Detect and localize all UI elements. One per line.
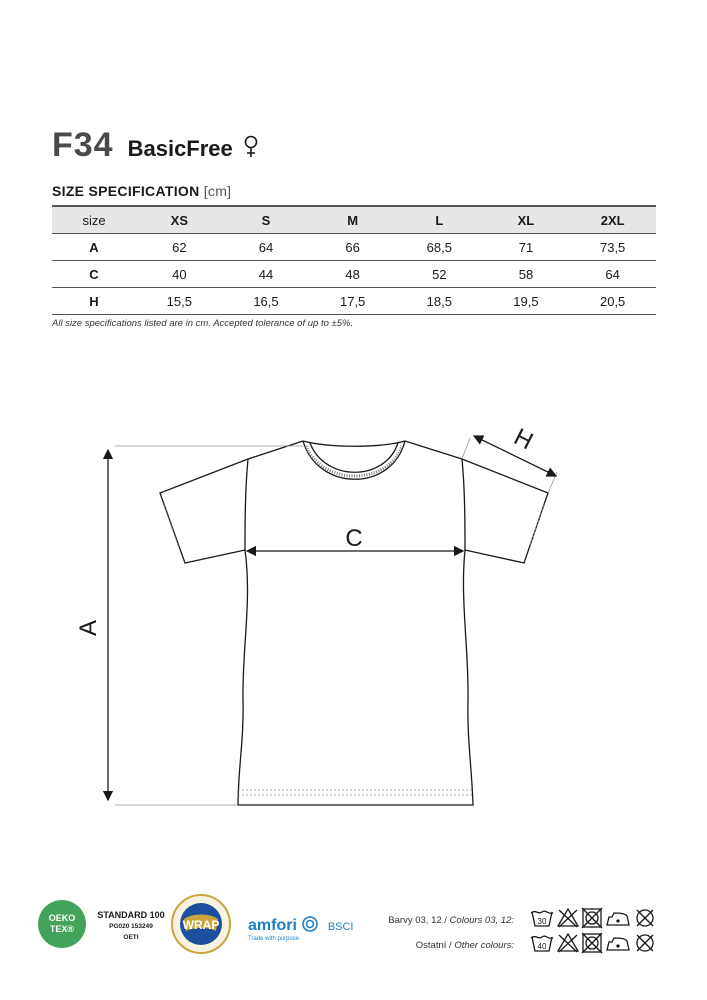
- oeko-tex-standard: [96, 910, 166, 943]
- row-label: H: [52, 288, 136, 315]
- oeko-institute: OETI: [123, 934, 139, 941]
- table-header-cell: 2XL: [569, 206, 656, 234]
- table-cell: 48: [309, 261, 396, 288]
- wash-icon: [531, 911, 553, 926]
- wash-temp-label: 30: [537, 917, 547, 926]
- table-cell: 66: [309, 234, 396, 261]
- table-cell: 17,5: [309, 288, 396, 315]
- amfori-tagline: Trade with purpose: [248, 936, 300, 942]
- dimension-label-h: H: [509, 423, 538, 456]
- care-symbols-row: [530, 931, 660, 955]
- dimension-label-a: A: [75, 619, 102, 637]
- table-header-label: size: [52, 206, 136, 234]
- dimension-label-c: C: [345, 525, 363, 552]
- colours-line: [388, 915, 514, 926]
- table-cell: 18,5: [396, 288, 483, 315]
- table-cell: 62: [136, 234, 223, 261]
- no-dry-clean-icon: [637, 935, 653, 951]
- amfori-bsci-logo: [248, 916, 354, 942]
- table-row: [52, 261, 656, 288]
- wash-icon: [531, 936, 553, 951]
- no-tumble-dry-icon: [582, 933, 602, 953]
- female-sign-icon: [243, 135, 259, 164]
- product-code: F34: [52, 126, 114, 164]
- tshirt-diagram: [0, 400, 707, 840]
- row-label: C: [52, 261, 136, 288]
- other-label-cz: Ostatní /: [415, 940, 452, 951]
- other-colours-line: [416, 940, 514, 951]
- row-label: A: [52, 234, 136, 261]
- amfori-mark-icon: [301, 916, 319, 932]
- table-cell: 64: [223, 234, 310, 261]
- table-row: [52, 288, 656, 315]
- table-cell: 40: [136, 261, 223, 288]
- oeko-tex-badge: OEKO TEX®: [48, 913, 76, 934]
- size-spec-unit: [cm]: [203, 183, 232, 199]
- table-cell: 19,5: [483, 288, 570, 315]
- colours-label-en: Colours 03, 12:: [449, 915, 514, 926]
- table-header-row: [52, 206, 656, 234]
- table-header-cell: M: [309, 206, 396, 234]
- iron-icon: [607, 938, 629, 950]
- table-cell: 68,5: [396, 234, 483, 261]
- amfori-brand: amfori: [248, 917, 297, 934]
- tshirt-outline: [160, 441, 548, 805]
- wrap-logo-text: WRAP: [182, 918, 220, 932]
- oeko-standard-label: STANDARD 100: [97, 910, 165, 920]
- wrap-logo: [170, 893, 232, 960]
- table-cell: 15,5: [136, 288, 223, 315]
- table-cell: 73,5: [569, 234, 656, 261]
- table-cell: 64: [569, 261, 656, 288]
- no-tumble-dry-icon: [582, 908, 602, 928]
- size-table: [52, 205, 656, 315]
- care-symbols-row: [530, 906, 660, 930]
- table-cell: 44: [223, 261, 310, 288]
- iron-icon: [607, 913, 629, 925]
- product-name: BasicFree: [127, 136, 233, 161]
- table-cell: 52: [396, 261, 483, 288]
- no-bleach-icon: [558, 909, 578, 927]
- other-label-en: Other colours:: [454, 940, 514, 951]
- table-row: [52, 234, 656, 261]
- table-header-cell: XS: [136, 206, 223, 234]
- wash-temp-label: 40: [537, 942, 547, 951]
- amfori-bsci: BSCI: [327, 921, 354, 933]
- table-cell: 20,5: [569, 288, 656, 315]
- table-header-cell: S: [223, 206, 310, 234]
- table-cell: 58: [483, 261, 570, 288]
- tolerance-note: All size specifications listed are in cm. Accepted tolerance of up to ±5%.: [52, 318, 354, 329]
- table-cell: 71: [483, 234, 570, 261]
- colours-label-cz: Barvy 03, 12 /: [388, 915, 447, 926]
- size-spec-title-text: SIZE SPECIFICATION: [52, 183, 200, 199]
- oeko-code: PG020 153249: [109, 923, 153, 930]
- table-header-cell: XL: [483, 206, 570, 234]
- size-spec-title: [52, 183, 231, 199]
- table-header-cell: L: [396, 206, 483, 234]
- no-dry-clean-icon: [637, 910, 653, 926]
- no-bleach-icon: [558, 934, 578, 952]
- oeko-tex-logo: [38, 900, 86, 948]
- table-cell: 16,5: [223, 288, 310, 315]
- product-header: [52, 126, 259, 165]
